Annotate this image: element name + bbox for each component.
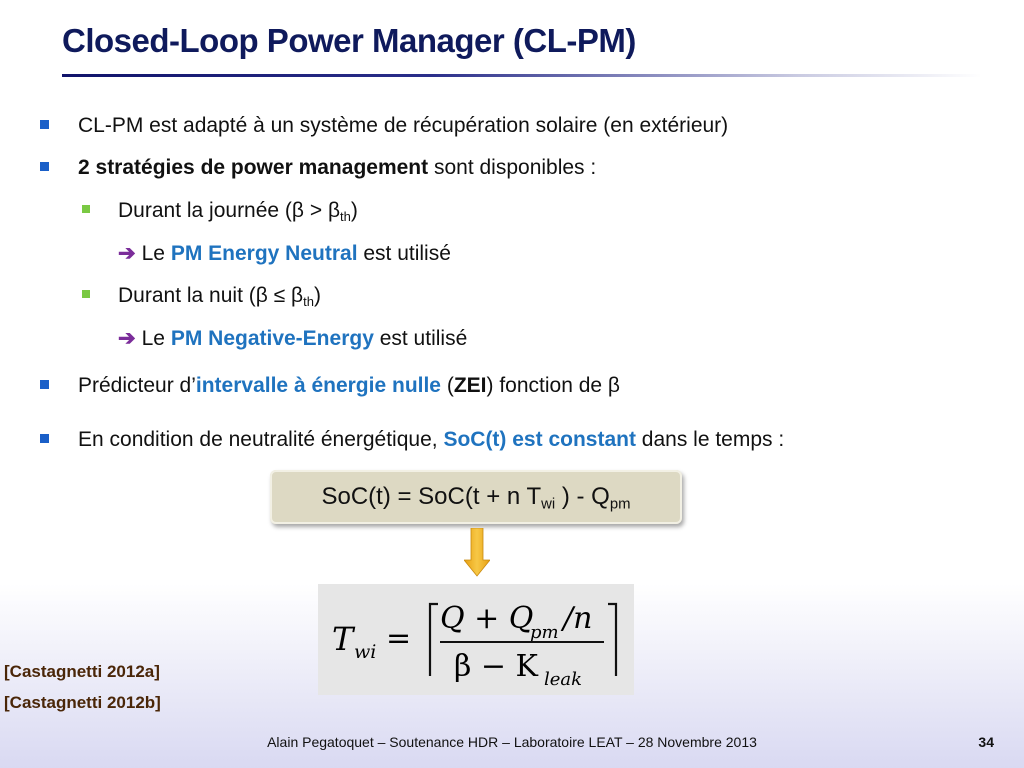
svg-text:Q + Q: Q + Q bbox=[440, 601, 534, 636]
reference-2: [Castagnetti 2012b] bbox=[4, 693, 161, 712]
svg-text:T: T bbox=[332, 620, 354, 658]
sub-bullet-square-icon bbox=[82, 290, 90, 298]
bullet-square-icon bbox=[40, 120, 49, 129]
right-arrow-icon: ➔ bbox=[118, 327, 136, 350]
bullet-4-text: En condition de neutralité énergétique, SoC(t) est constant dans le temps : bbox=[78, 428, 785, 451]
twi-formula-svg bbox=[318, 584, 634, 695]
arrow-line-negative-energy: ➔ Le PM Negative-Energy est utilisé bbox=[118, 327, 468, 350]
bullet-2-text: 2 stratégies de power management sont disponibles : bbox=[78, 156, 597, 179]
right-arrow-icon: ➔ bbox=[118, 242, 136, 265]
bullet-3-text: Prédicteur d’intervalle à énergie nulle (ZEI) fonction de β bbox=[78, 374, 620, 397]
bullet-1-text: CL-PM est adapté à un système de récupération solaire (en extérieur) bbox=[78, 114, 729, 137]
bullet-square-icon bbox=[40, 380, 49, 389]
pm-energy-neutral-label: PM Energy Neutral bbox=[170, 242, 358, 265]
title-underline bbox=[62, 74, 982, 77]
down-arrow-icon bbox=[464, 528, 490, 578]
slide-title: Closed-Loop Power Manager (CL-PM) bbox=[62, 22, 636, 59]
soc-formula-box: SoC(t) = SoC(t + n $T_{wi}$ ) - $Q_{pm}$ bbox=[270, 470, 682, 524]
sub-bullet-day-text: Durant la journée $(\beta > \beta_{th})$ bbox=[118, 199, 358, 224]
svg-text:leak: leak bbox=[544, 669, 583, 690]
sub-bullet-square-icon bbox=[82, 205, 90, 213]
svg-text:β − K: β − K bbox=[454, 649, 538, 684]
reference-1: [Castagnetti 2012a] bbox=[4, 662, 160, 681]
svg-text:=: = bbox=[386, 621, 412, 656]
arrow-line-energy-neutral: ➔ Le PM Energy Neutral est utilisé bbox=[118, 242, 451, 265]
sub-bullet-night-text: Durant la nuit $(\beta \le \beta_{th})$ bbox=[118, 284, 321, 309]
twi-formula-image bbox=[318, 584, 634, 695]
svg-text:wi: wi bbox=[354, 641, 377, 663]
footer-text: Alain Pegatoquet – Soutenance HDR – Laboratoire LEAT – 28 Novembre 2013 bbox=[267, 734, 757, 750]
bullet-square-icon bbox=[40, 162, 49, 171]
page-number: 34 bbox=[978, 734, 994, 750]
pm-negative-energy-label: PM Negative-Energy bbox=[170, 327, 374, 350]
bullet-square-icon bbox=[40, 434, 49, 443]
svg-text:pm: pm bbox=[530, 622, 559, 643]
svg-text:/n: /n bbox=[563, 601, 593, 636]
